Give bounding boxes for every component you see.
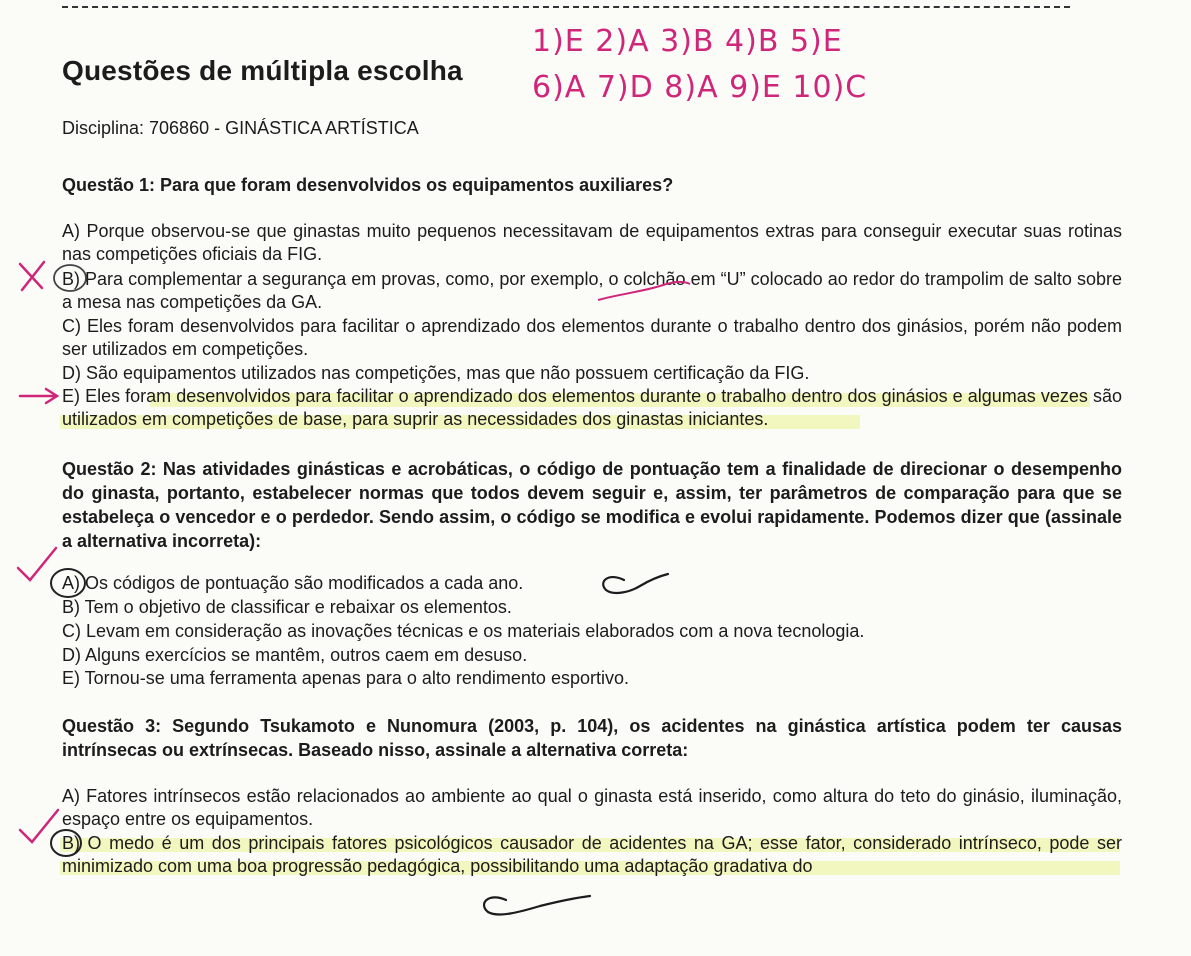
question-1-option-a: A) Porque observou-se que ginastas muito pequenos necessitavam de equipamentos extras para conseguir executar suas rotinas nas competições oficiais da FIG. <box>62 221 1122 264</box>
cut-line-divider <box>62 6 1070 8</box>
question-2-option-d: D) Alguns exercícios se mantêm, outros caem em desuso. <box>62 645 528 665</box>
signature-mark-icon <box>484 896 590 914</box>
question-2-prompt: Questão 2: Nas atividades ginásticas e acrobáticas, o código de pontuação tem a finalidade de direcionar o desempenho do ginasta, portanto, estabelecer normas que todos devem seguir e, assim, ter parâmetros de comparação para que se estabeleça o vencedor e o perdedor. Sendo assim, o código se modifica e evolui rapidamente. Podemos dizer que (assinale a alternativa incorreta): <box>62 459 1122 551</box>
question-1-option-c: C) Eles foram desenvolvidos para facilitar o aprendizado dos elementos durante o trabalho dentro dos ginásios, porém não podem ser utilizados em competições. <box>62 316 1122 359</box>
question-1-option-e: E) Eles foram desenvolvidos para facilitar o aprendizado dos elementos durante o trabalho dentro dos ginásios e algumas vezes são utilizados em competições de base, para suprir as necessidades dos ginastas iniciantes. <box>62 386 1122 429</box>
checkmark-icon <box>20 810 58 842</box>
question-2-option-e: E) Tornou-se uma ferramenta apenas para o alto rendimento esportivo. <box>62 668 629 688</box>
question-2-option-a: A) Os códigos de pontuação são modificados a cada ano. <box>62 573 524 593</box>
arrow-right-icon <box>20 389 57 403</box>
page-title: Questões de múltipla escolha <box>62 55 463 86</box>
question-1-prompt: Questão 1: Para que foram desenvolvidos os equipamentos auxiliares? <box>62 175 674 195</box>
checkmark-icon <box>18 548 56 580</box>
question-2-option-c: C) Levam em consideração as inovações técnicas e os materiais elaborados com a nova tecnologia. <box>62 621 865 641</box>
question-1-option-d: D) São equipamentos utilizados nas competições, mas que não possuem certificação da FIG. <box>62 363 810 383</box>
question-1-option-b: B) Para complementar a segurança em provas, como, por exemplo, o colchão em “U” colocado ao redor do trampolim de salto sobre a mesa nas competições da GA. <box>62 269 1122 312</box>
x-mark-icon <box>20 262 44 290</box>
discipline-label: Disciplina: 706860 - GINÁSTICA ARTÍSTICA <box>62 118 419 138</box>
handwritten-answers-row2: 6)A 7)D 8)A 9)E 10)C <box>532 70 868 105</box>
question-3-prompt: Questão 3: Segundo Tsukamoto e Nunomura (2003, p. 104), os acidentes na ginástica artística podem ter causas intrínsecas ou extrínsecas. Baseado nisso, assinale a alternativa correta: <box>62 716 1122 760</box>
question-3-option-a: A) Fatores intrínsecos estão relacionados ao ambiente ao qual o ginasta está inserido, como altura do teto do ginásio, iluminação, espaço entre os equipamentos. <box>62 786 1122 829</box>
handwritten-answers-row1: 1)E 2)A 3)B 4)B 5)E <box>532 24 843 59</box>
question-2-option-b: B) Tem o objetivo de classificar e rebaixar os elementos. <box>62 597 512 617</box>
question-3-option-b: B) O medo é um dos principais fatores psicológicos causador de acidentes na GA; esse fator, considerado intrínseco, pode ser minimizado com uma boa progressão pedagógica, possibilitando uma adaptação gradativa do <box>62 833 1122 876</box>
